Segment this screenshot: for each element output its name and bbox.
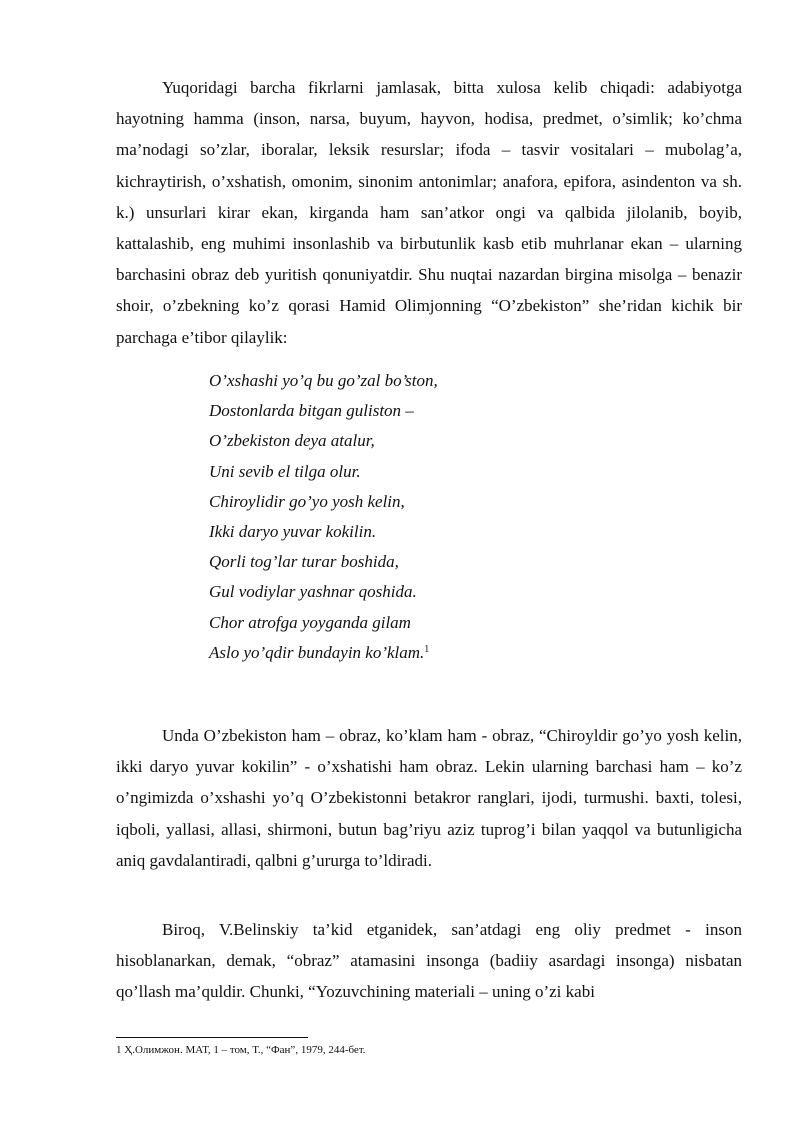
poem-line: Ikki daryo yuvar kokilin. (209, 522, 377, 542)
footnote-text: 1 Ҳ.Олимжон. МАТ, 1 – том, Т., “Фан”, 1979, 244-бет. (116, 1044, 366, 1056)
poem-line: Qorli tog’lar turar boshida, (209, 552, 399, 572)
poem-line: Gul vodiylar yashnar qoshida. (209, 582, 417, 602)
poem-line: Dostonlarda bitgan guliston – (209, 401, 414, 421)
paragraph-belinskiy: Biroq, V.Belinskiy ta’kid etganidek, san’atdagi eng oliy predmet - inson hisoblanarkan, demak, “obraz” atamasini insonga (badiiy asardagi insonga) nisbatan qo’llash ma’quldir. Chunki, “Yozuvchining materiali – uning o’zi kabi (116, 920, 742, 1002)
paragraph-intro: Yuqoridagi barcha fikrlarni jamlasak, bitta xulosa kelib chiqadi: adabiyotga hayotning hamma (inson, narsa, buyum, hayvon, hodisa, predmet, o’simlik; ko’chma ma’nodagi so’zlar, iboralar, leksik resurslar; ifoda – tasvir vositalari – mubolag’a, kichraytirish, o’xshatish, omonim, sinonim antonimlar; anafora, epifora, asindenton va sh. k.) unsurlari kirar ekan, kirganda ham san’atkor ongi va qalbida jilolanib, boyib, kattalashib, eng muhimi insonlashib va birbutunlik kasb etib muhrlanar ekan – ularning barchasini obraz deb yuritish qonuniyatdir. Shu nuqtai nazardan birgina misolga – benazir shoir, o’zbekning ko’z qorasi Hamid Olimjonning “O’zbekiston” she’ridan kichik bir parchaga e’tibor qilaylik: (116, 78, 742, 347)
paragraph-analysis: Unda O’zbekiston ham – obraz, ko’klam ham - obraz, “Chiroyldir go’yo yosh kelin, ikki daryo yuvar kokilin” - o’xshatishi ham obraz. Lekin ularning barchasi ham – ko’z o’ngimizda o’xshashi yo’q O’zbekistonni betakror ranglari, ijodi, turmushi. baxti, tolesi, iqboli, yallasi, allasi, shirmoni, butun bag’riyu aziz tuprog’i bilan yaqqol va butunligicha aniq gavdalantiradi, qalbni g’ururga to’ldiradi. (116, 726, 742, 870)
footnote-divider (116, 1037, 308, 1038)
poem-line: Chiroylidir go’yo yosh kelin, (209, 491, 405, 511)
poem-line: Uni sevib el tilga olur. (209, 461, 361, 481)
poem-line: O’zbekiston deya atalur, (209, 431, 375, 451)
poem-excerpt (209, 366, 438, 668)
footnote-reference[interactable]: 1 (424, 643, 430, 655)
poem-line-text: Aslo yo’qdir bundayin ko’klam. (209, 642, 425, 662)
poem-line-last (209, 638, 438, 668)
poem-line: O’xshashi yo’q bu go’zal bo’ston, (209, 371, 438, 390)
poem-line: Chor atrofga yoyganda gilam (209, 612, 411, 632)
